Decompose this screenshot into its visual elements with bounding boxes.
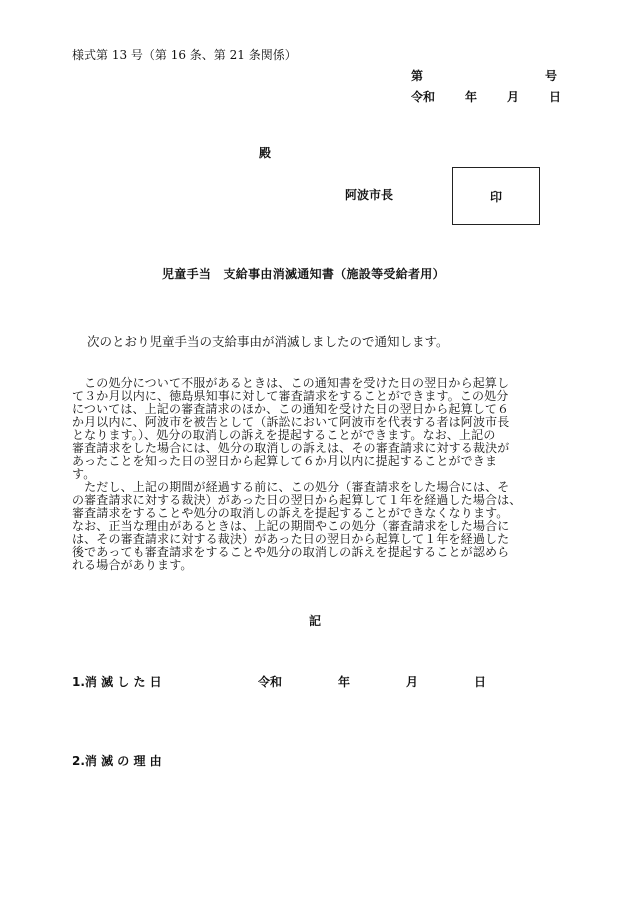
body-line: か月以内に、阿波市を被告として（訴訟において阿波市を代表する者は阿波市長 xyxy=(72,415,510,429)
issue-date-year: 年 xyxy=(464,90,477,104)
body-line: ただし、上記の期間が経過する前に、この処分（審査請求をした場合には、そ xyxy=(72,480,510,494)
body-line: については、上記の審査請求のほか、この通知を受けた日の翌日から起算して６ xyxy=(72,402,510,416)
item-extinction-date-label: 1.消 滅 し た 日 xyxy=(72,675,162,689)
form-number: 様式第 13 号（第 16 条、第 21 条関係） xyxy=(72,48,297,62)
extinction-date-month: 月 xyxy=(405,675,418,689)
seal-label: 印 xyxy=(489,189,502,204)
extinction-date-era: 令和 xyxy=(258,675,283,689)
issue-date xyxy=(411,91,561,103)
issuer-name: 阿波市長 xyxy=(345,188,394,202)
body-line: なお、正当な理由があるときは、上記の期間やこの処分（審査請求をした場合に xyxy=(72,519,510,533)
body-line: て３か月以内に、徳島県知事に対して審査請求をすることができます。この処分 xyxy=(72,389,509,403)
body-line: の審査請求に対する裁決）があった日の翌日から起算して１年を経過した場合は、 xyxy=(72,493,522,507)
body-line: 審査請求をした場合には、処分の取消しの訴えは、その審査請求に対する裁決が xyxy=(72,441,510,455)
issue-date-day: 日 xyxy=(548,90,561,104)
issue-date-month: 月 xyxy=(506,90,519,104)
body-line: この処分について不服があるときは、この通知書を受けた日の翌日から起算し xyxy=(72,376,510,390)
document-title: 児童手当 支給事由消滅通知書（施設等受給者用） xyxy=(162,267,445,281)
appeal-notice xyxy=(72,377,562,572)
body-line: 後であっても審査請求をすることや処分の取消しの訴えを提起することが認めら xyxy=(72,545,510,559)
body-line: 審査請求をすることや処分の取消しの訴えを提起することができなくなります。 xyxy=(72,506,509,520)
doc-number-suffix: 号 xyxy=(545,69,558,83)
extinction-date-year: 年 xyxy=(337,675,350,689)
seal-box xyxy=(452,167,540,225)
body-line: となります。）、処分の取消しの訴えを提起することができます。なお、上記の xyxy=(72,428,496,442)
item-extinction-date xyxy=(258,676,486,688)
doc-number-prefix: 第 xyxy=(411,69,424,83)
addressee-suffix: 殿 xyxy=(259,146,272,160)
extinction-date-day: 日 xyxy=(473,675,486,689)
body-line: あったことを知った日の翌日から起算して６か月以内に提起することができま xyxy=(72,454,498,468)
intro-text: 次のとおり児童手当の支給事由が消滅しましたので通知します。 xyxy=(87,334,449,349)
body-line: す。 xyxy=(72,467,96,481)
body-line: は、その審査請求に対する裁決）があった日の翌日から起算して１年を経過した xyxy=(72,532,510,546)
issue-date-era: 令和 xyxy=(411,90,436,104)
ki-heading: 記 xyxy=(309,614,322,628)
body-line: れる場合があります。 xyxy=(72,558,193,572)
item-extinction-reason-label: 2.消 滅 の 理 由 xyxy=(72,754,162,768)
